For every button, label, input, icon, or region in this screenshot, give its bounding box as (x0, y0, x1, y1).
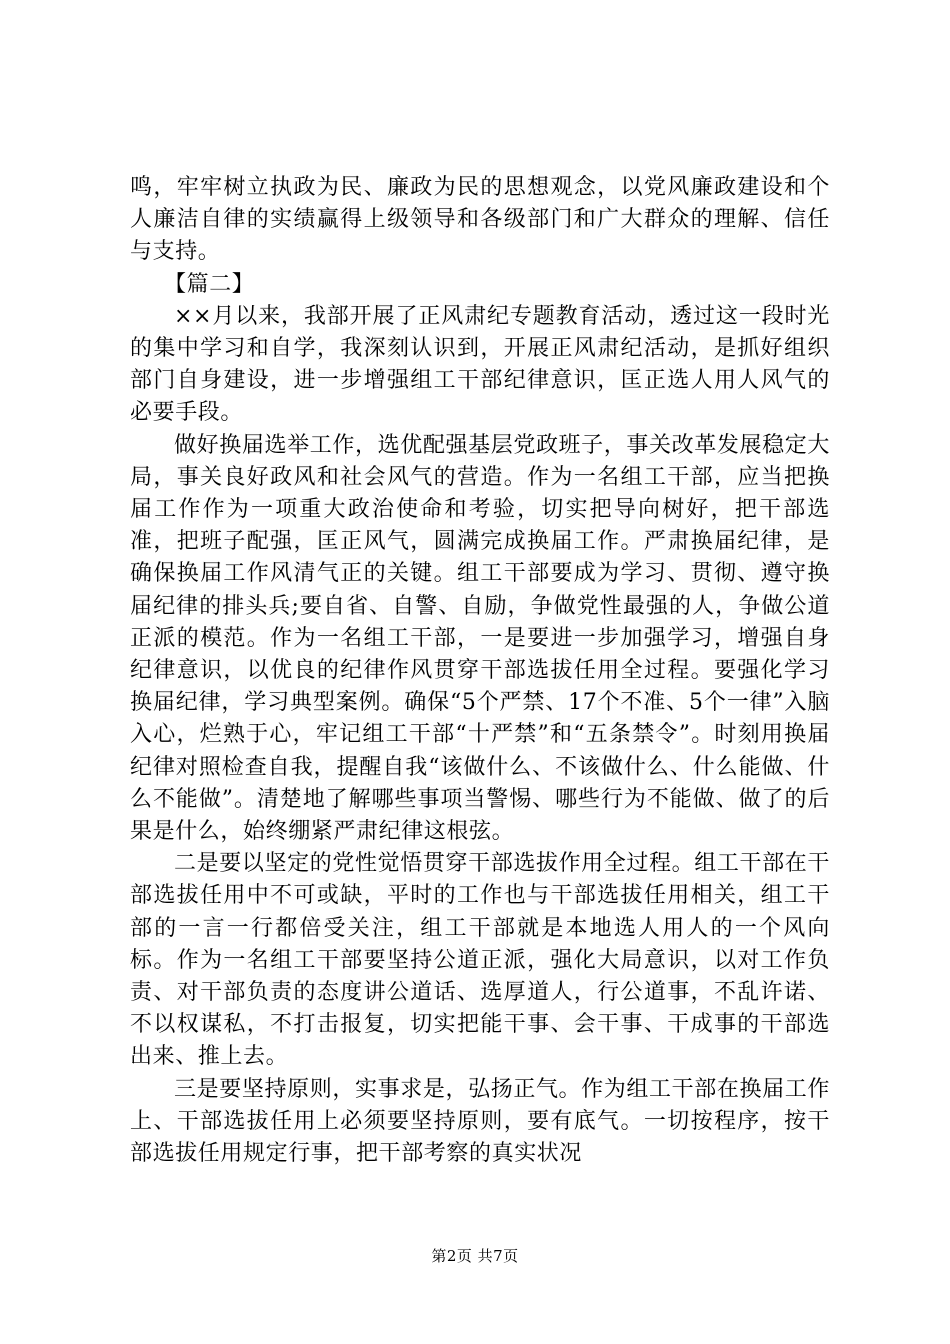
section-heading: 【篇二】 (164, 271, 255, 297)
paragraph-election-work: 做好换届选举工作，选优配强基层党政班子，事关改革发展稳定大局，事关良好政风和社会风气的营造。作为一名组工干部，应当把换届工作作为一项重大政治使命和考验，切实把导向树好，把干部选准，把班子配强，匡正风气，圆满完成换届工作。严肃换届纪律，是确保换届工作风清气正的关键。组工干部要成为学习、贯彻、遵守换届纪律的排头兵;要自省、自警、自励，争做党性最强的人，争做公道正派的模范。作为一名组工干部，一是要进一步加强学习，增强自身纪律意识，以优良的纪律作风贯穿干部选拔任用全过程。要强化学习换届纪律，学习典型案例。确保“5个严禁、17个不准、5个一律”入脑入心，烂熟于心，牢记组工干部“十严禁”和“五条禁令”。时刻用换届纪律对照检查自我，提醒自我“该做什么、不该做什么、什么能做、什么不能做”。清楚地了解哪些事项当警惕、哪些行为不能做、做了的后果是什么，始终绷紧严肃纪律这根弦。 (130, 432, 830, 845)
paragraph-party-spirit: 二是要以坚定的党性觉悟贯穿干部选拔作用全过程。组工干部在干部选拔任用中不可或缺，平时的工作也与干部选拔任用相关，组工干部的一言一行都倍受关注，组工干部就是本地选人用人的一个风向标。作为一名组工干部要坚持公道正派，强化大局意识，以对工作负责、对干部负责的态度讲公道话、选厚道人，行公道事，不乱许诺、不以权谋私，不打击报复，切实把能干事、会干事、干成事的干部选出来、推上去。 (130, 851, 830, 1070)
paragraph-continued: 鸣，牢牢树立执政为民、廉政为民的思想观念，以党风廉政建设和个人廉洁自律的实绩赢得上级领导和各级部门和广大群众的理解、信任与支持。 (130, 175, 830, 265)
page-number-footer: 第2页 共7页 (431, 1247, 519, 1265)
paragraph-intro: ××月以来，我部开展了正风肃纪专题教育活动，透过这一段时光的集中学习和自学，我深刻认识到，开展正风肃纪活动，是抓好组织部门自身建设，进一步增强组工干部纪律意识，匡正选人用人风气的必要手段。 (130, 303, 830, 426)
document-body (130, 172, 830, 1170)
paragraph-principles: 三是要坚持原则，实事求是，弘扬正气。作为组工干部在换届工作上、干部选拔任用上必须要坚持原则，要有底气。一切按程序，按干部选拔任用规定行事，把干部考察的真实状况 (130, 1076, 830, 1167)
